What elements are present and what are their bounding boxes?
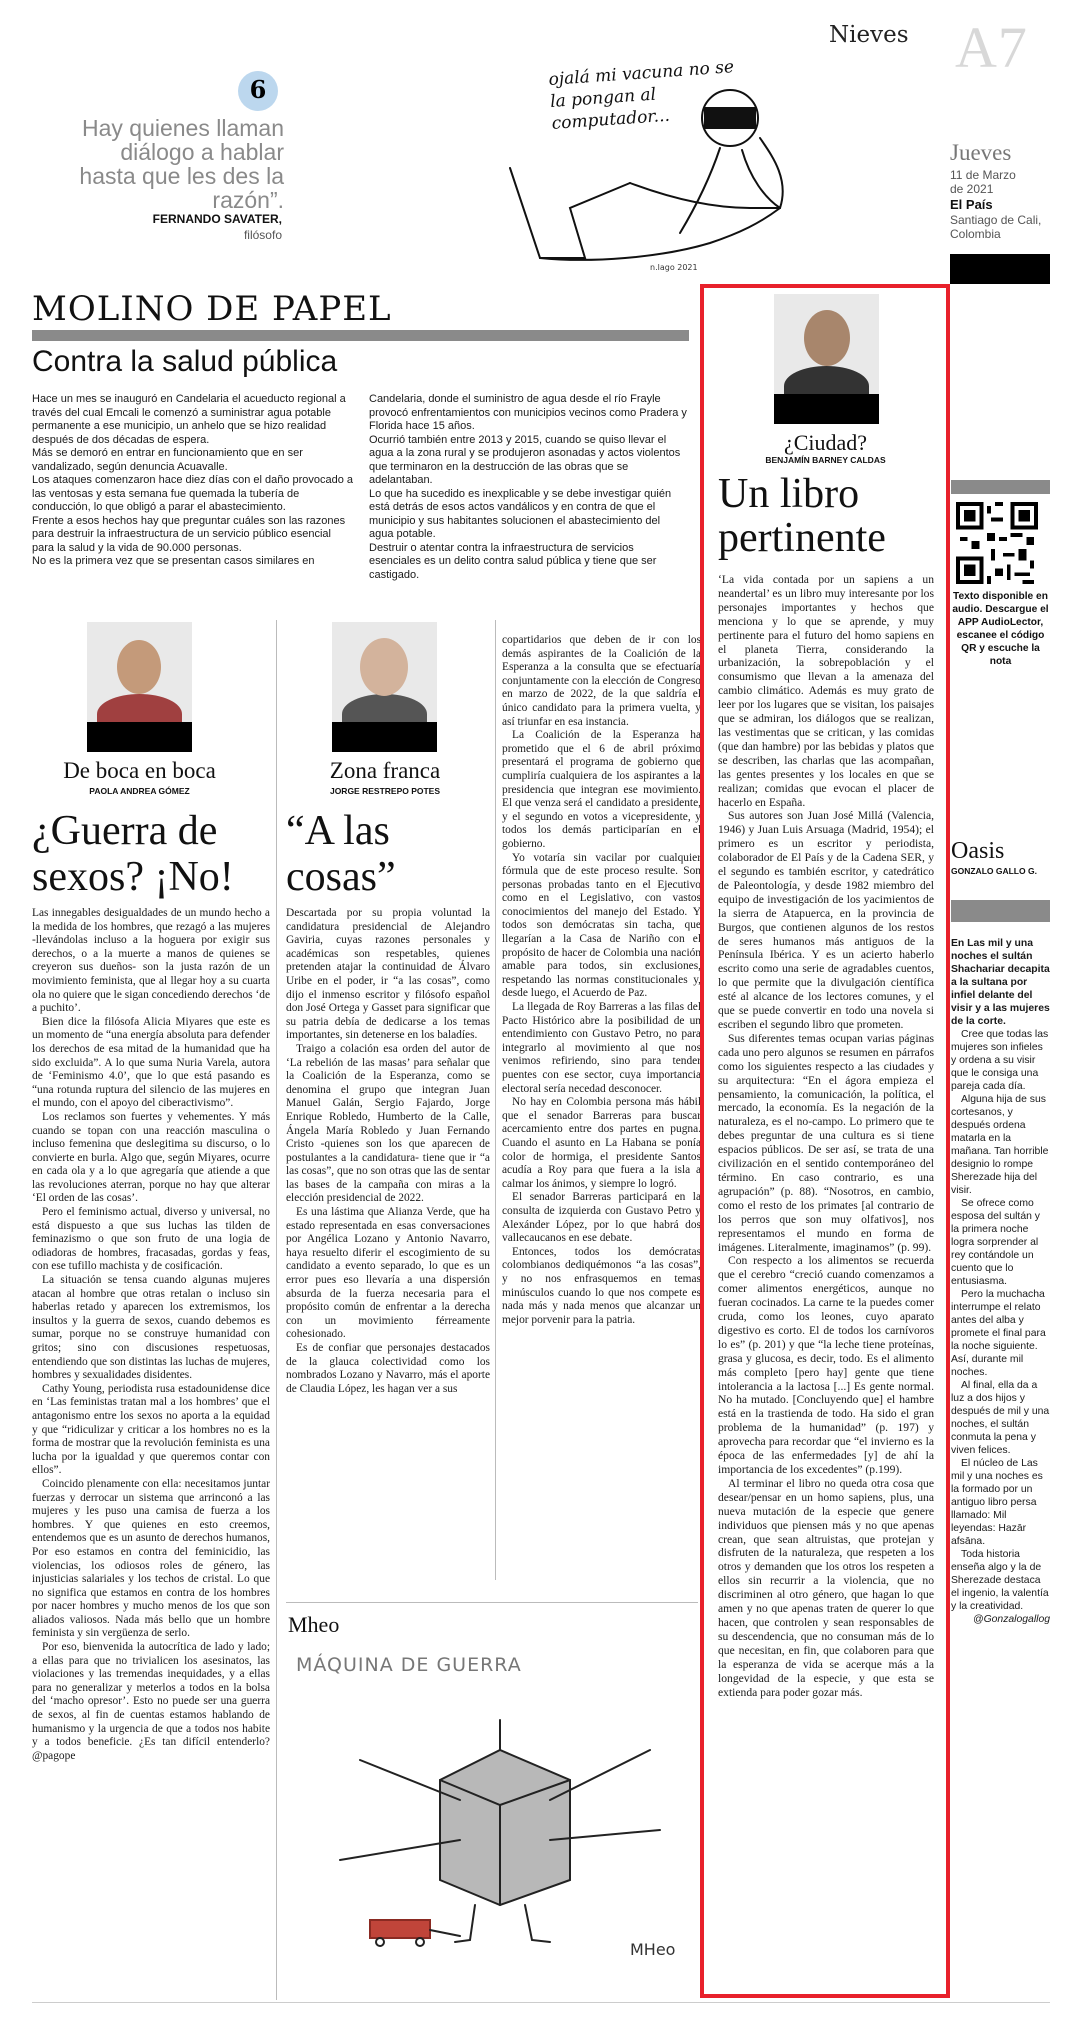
column-paragraph: Coincido plenamente con ella: necesitamos juntar fuerzas y derrocar un sistema que arrinconó a las mujeres y les puso una camisa de fuerza a los hombres. Y que quienes en esto creemos, entendemos que es un asunto de derechos humanos, Por eso estamos en contra del feminicidio, las violencias, los odiosos roles de género, las injusticias salariales y los techos de cristal. Lo que no significa que estamos en contra de los hombres por nacer hombres y mucho menos de los que son aliados valiosos. Nada más bello que un hombre feminista y sin vergüenza de serlo. (32, 1477, 270, 1640)
editorial-paragraph: Más se demoró en entrar en funcionamiento que en ser vandalizado, según denuncia Acuavalle. (32, 447, 303, 473)
cartoon-signature: n.lago 2021 (650, 263, 698, 272)
column-paragraph: Es una lástima que Alianza Verde, que ha estado representada en esas conversaciones por Angélica Lozano y Antonio Navarro, haya resuelto diferir el escogimiento de su candidato a evento separado, lo que es un error pues eso llevaría a una dispersión absurda de la fuerza necesaria para el propósito común de enfrentar a la derecha con un movimiento férreamente cohesionado. (286, 1206, 490, 1341)
column-paragraph: Yo votaría sin vacilar por cualquier fórmula que de este proceso resulte. Son personas probadas tanto en el Ejecutivo como en el Legislativo, con vastos conocimientos del manejo del Estado. Y todos son demócratas sin tacha, que llegarían a la Casa de Nariño con el propósito de hacer de Colombia una nación amable para todos, sin exclusiones, respetando las normas constitucionales y, desde luego, el Acuerdo de Paz. (502, 851, 701, 1000)
cartoon-top-rule (286, 1602, 698, 1603)
column-body-cosas-continued (502, 634, 701, 1327)
cartoon2-caption: MÁQUINA DE GUERRA (296, 1654, 522, 1676)
sidebar-lead: En Las mil y una noches el sultán Shachariar decapita a la sultana por infiel delante del visir y a las mujeres de la corte. (951, 938, 1050, 1027)
author-photo-paola (87, 622, 192, 752)
column-paragraph: Sus autores son Juan José Millá (Valencia, 1946) y Juan Luis Arsuaga (Madrid, 1954); el primero es un escritor y periodista, colaborador de El País y de la Cadena SER, y el segundo es también escritor, y catedrático de Paleontología, y desde 1982 miembro del equipo de investigación de los yacimientos de la sierra de Atapuerca, en la provincia de Burgos, que contienen algunos de los restos de seres humanos más antiguos de la Península Ibérica. Y es un acierto haberlo escrito como una serie de agradables cuentos, lo que permite que la divulgación científica esté al alcance de los lectores comunes, y el que se puede convertir en todo una novela si escriben el segundo libro que prometen. (718, 809, 934, 1031)
issue-day: Jueves (950, 140, 1012, 165)
column-name-zona: Zona franca (329, 758, 441, 783)
editorial-paragraph: Los ataques comenzaron hace diez días con el daño provocado a las ventosas y esta semana fue quemada la tubería de conducción, lo que obligó a parar el abastecimiento. (32, 474, 354, 513)
column-paragraph: Traigo a colación esa orden del autor de ‘La rebelión de las masas’ para señalar que la Coalición de la Esperanza, como se denomina el grupo que integran Juan Manuel Galán, Sergio Fajardo, Jorge Enrique Robledo, Humberto de la Calle, Ángela María Robledo y Juan Fernando Cristo -quienes son los que aparecen de postulantes a la candidatura- tiene que ir “a las cosas”, que no son otras que las de sentar las bases de la campaña con miras a la elección presidencial de 2022. (286, 1042, 490, 1205)
cartoon2-signature: MHeo (630, 1940, 676, 1959)
editorial-headline: Contra la salud pública (32, 345, 338, 378)
author-photo-benjamin (774, 294, 879, 424)
sidebar-column-body (951, 937, 1050, 1626)
editorial-gray-bar (32, 330, 689, 341)
qr-code[interactable] (956, 502, 1038, 584)
quote-author-role: filósofo (243, 228, 282, 242)
column-divider (276, 620, 277, 2000)
column-paragraph: Las innegables desigualdades de un mundo hecho a la medida de los hombres, que rezagó a las mujeres -llevándolas incluso a la hoguera por exigir sus derechos, o a la muerte a manos de quienes se creyeron sus dueños- son la justa razón de un movimiento feminista, que al llegar hoy a su cuarta ola no quiere que le sigan concediendo derechos ‘de a puchito’. (32, 907, 270, 1015)
editorial-paragraph: Frente a esos hechos hay que preguntar cuáles son las razones para destruir la infraestructura de un servicio público esencial para la salud y la vida de 90.000 personas. (32, 514, 346, 554)
column-paragraph: La situación se tensa cuando algunas mujeres atacan al hombre que otras retalan o incluso sin haberlas retado y aparecen los extremismos, los insultos y la guerra de sexos, cuando debemos es sumar, porque no se construye humanidad con gritos; sino con discusiones respetuosas, entendiendo que son distintas las luchas de mujeres, hombres y sexualidades disidentes. (32, 1274, 270, 1382)
editorial-paragraph: Hace un mes se inauguró en Candelaria el acueducto regional a través del cual Emcali le comenzó a suministrar agua potable permanente a ese municipio, un anhelo que se hizo realidad después de dos décadas de espera. (32, 393, 346, 446)
column-paragraph: copartidarios que deben de ir con los demás aspirantes de la Coalición de la Esperanza a la consulta que se efectuaría conjuntamente con la elección de Congreso en marzo de 2022, de la que saldría el único candidato para la primera vuelta, y así triunfar en esa instancia. (502, 634, 701, 728)
column-body-libro (718, 573, 934, 1699)
photo-head (117, 640, 161, 694)
column-paragraph: Cathy Young, periodista rusa estadounidense dice en ‘Las feministas tratan mal a los hombres’ que el antagonismo entre los sexos no aporta a la equidad y que “ridiculizar y criticar a los hombres no es la forma de mostrar que la revolución feminista es una lucha por la igualdad y que queremos contar con ellos”. (32, 1382, 270, 1477)
column-author-jorge: JORGE RESTREPO POTES (329, 786, 441, 796)
column-paragraph: La Coalición de la Esperanza ha prometido que el 6 de abril próximo presentará el programa de gobierno que cumpliría cualquiera de los aspirantes a la presidencia que integran ese movimiento. El que venza será el candidato a presidente, y el segundo en votos a vicepresidente, y todos los demás participarían en el gobierno. (502, 729, 701, 850)
column-headline-libro: Un libro pertinente (718, 471, 886, 561)
editorial-column-1 (32, 393, 355, 569)
column-name-oasis: Oasis (951, 838, 1005, 864)
column-paragraph: El senador Barreras participará en la consulta de izquierda con Gustavo Petro y Alexánder López, por lo que habrá dos vallecaucanos en ese debate. (502, 1191, 701, 1245)
war-machine-cartoon (300, 1690, 700, 1980)
column-paragraph: Entonces, todos los demócratas colombianos dediquémonos “a las cosas”, y no nos enfrasquemos en temas minúsculos cuando lo que nos compete es nada más y nada menos que alcanzar un mejor porvenir para la patria. (502, 1245, 701, 1326)
editorial-paragraph: No es la primera vez que se presentan casos similares en (32, 555, 315, 567)
photo-head (804, 310, 850, 366)
sidebar-paragraph: Al final, ella da a luz a dos hijos y después de mil y una noches, el sultán conmuta la pena y viven felices. (951, 1380, 1050, 1456)
issue-date-line2: de 2021 (950, 182, 994, 196)
sidebar-paragraph: Se ofrece como esposa del sultán y la primera noche logra sorprender al rey contándole un cuento que lo entusiasma. (951, 1198, 1040, 1287)
column-author-gonzalo: GONZALO GALLO G. (951, 866, 1037, 876)
column-body-cosas (286, 907, 490, 1396)
editorial-column-2 (369, 393, 687, 582)
column-divider (495, 620, 496, 1580)
photo-black-band (332, 722, 437, 752)
cartoon2-title: Mheo (288, 1612, 340, 1637)
photo-black-band (774, 394, 879, 424)
photo-head (360, 638, 408, 696)
pull-quote: Hay quienes llaman diálogo a hablar hasta que les des la razón”. (79, 115, 284, 213)
column-paragraph: Bien dice la filósofa Alicia Miyares que este es un momento de “una energía absoluta para defender los derechos de esa mitad de la humanidad que ha sido excluida”. A lo que suma Nuria Varela, autora de ‘Feminismo 4.0’, que lo que está pasando es “una rotunda ruptura del silencio de las mujeres en el mundo, con el apoyo del ciberactivismo”. (32, 1015, 270, 1110)
column-paragraph: Pero el feminismo actual, diverso y universal, no está dispuesto a que sus luchas las tilden de feminazismo o que son fruto de una logia de odiadoras de hombres, fracasadas, gordas y feas, con ese tufillo machista y de cosificación. (32, 1206, 270, 1273)
editorial-paragraph: Lo que ha sucedido es inexplicable y se debe investigar quién está detrás de esos actos vandálicos y en contra de que el municipio y sus habitantes solucionen el abastecimiento del agua potable. (369, 487, 672, 540)
sidebar-paragraph: Alguna hija de sus cortesanos, y después ordena matarla en la mañana. Tan horrible designio lo rompe Sherezade hija del visir. (951, 1094, 1049, 1196)
quote-author: FERNANDO SAVATER, (152, 212, 282, 226)
quote-badge (238, 71, 278, 111)
section-name: Nieves (829, 22, 909, 48)
column-headline-cosas: “A las cosas” (286, 808, 396, 900)
column-name-boca: De boca en boca (63, 758, 216, 783)
sidebar-paragraph: Toda historia enseña algo y la de Sherezade destaca el ingenio, la valentía y la creatividad. (951, 1549, 1049, 1612)
cartoon-caption: ojalá mi vacuna no se la pongan al computador... (548, 57, 735, 134)
page-number: A7 (955, 15, 1028, 80)
issue-city-line1: Santiago de Cali, (950, 213, 1042, 227)
column-paragraph: La llegada de Roy Barreras a las filas del Pacto Histórico abre la posibilidad de un entendimiento con Gustavo Petro, no para integrarlo al movimiento al que nos venimos refiriendo, sino para tender puentes con ese sector, cuya importancia electoral sería necedad desconocer. (502, 1001, 701, 1095)
issue-city-line2: Colombia (950, 227, 1001, 241)
column-paragraph: Con respecto a los alimentos se recuerda que el cerebro “creció cuando comenzamos a comer alimentos energéticos, aunque no fueran cocinados. La carne te la puedes comer cruda, como los leones, cuyo aparato digestivo es corto. El de todos los carnívoros lo es” (p. 201) y que “la leche tiene proteínas, grasa y glucosa, es decir, todo. Es el alimento más completo [pero hay] gente que tiene intolerancia a la lactosa [...] Es gente normal. No ha mutado. [Concluyendo que] el hambre está en la trastienda de todo. Ha sido el gran problema de la humanidad” (p. 197) y aprovecha para recordar que “el invierno es la época de las enfermedades [y] de ahí la importancia de los excedentes” (p.199). (718, 1254, 934, 1476)
sidebar-paragraph: El núcleo de Las mil y una noches es la formado por un antiguo libro persa llamado: Mil leyendas: Hazār afsāna. (951, 1458, 1043, 1547)
page-bottom-rule (32, 2002, 1050, 2003)
editorial-paragraph: Ocurrió también entre 2013 y 2015, cuando se quiso llevar el agua a la zona rural y se produjeron asonadas y actos violentos que terminaron en la destrucción de las obras que se adelantaban. (369, 433, 681, 486)
sidebar-paragraph: Cree que todas las mujeres son infieles y ordena a su visir que le consiga una pareja cada día. (951, 1029, 1049, 1092)
quote-badge-number: 6 (249, 75, 267, 104)
author-photo-jorge (332, 622, 437, 752)
column-paragraph: No hay en Colombia persona más hábil que el senador Barreras para buscar acercamiento entre dos partes en pugna. Cuando el asunto en La Habana se ponía color de hormiga, el presidente Santos acudía a Roy para que fuera a la isla a calmar los ánimos, y siempre lo logró. (502, 1096, 701, 1190)
column-body-guerra (32, 907, 270, 1763)
vaccine-cartoon (480, 58, 805, 283)
column-paragraph: Los reclamos son fuertes y vehementes. Y más cuando se topan con una reacción masculina o incluso femenina que deslegitima su discurso, o lo convierte en burla. Algo que, según Miyares, ocurre en cada ola y a lo que agregaría que atiende a que las revoluciones aterran, porque no hay que alterar ‘El orden de las cosas’. (32, 1110, 270, 1205)
editorial-section-title: MOLINO DE PAPEL (32, 289, 392, 329)
qr-audio-text: Texto disponible en audio. Descargue el APP AudioLector, escanee el código QR y escuche la nota (952, 591, 1049, 667)
photo-black-band (87, 722, 192, 752)
column-paragraph: Es de confiar que personajes destacados de la glauca colectividad como los nombrados Lozano y Navarro, más el aporte de Claudia López, les hagan ver a sus (286, 1342, 490, 1395)
sidebar-paragraph: Pero la muchacha interrumpe el relato antes del alba y promete el final para la noche siguiente. Así, durante mil noches. (951, 1289, 1046, 1378)
column-name-ciudad: ¿Ciudad? (783, 430, 868, 455)
column-paragraph: Por eso, bienvenida la autocrítica de lado y lado; a ellas para que no trivialicen los asesinatos, las violaciones y las tremendas inequidades, y a ellas para no generalizar y meterlos a todos en la bolsa del ‘macho opresor’. Esto no puede ser una guerra de sexos, al fin de cuentas estamos hablando de humanismo y la urgencia de que a todos nos habite y a todos beneficie. ¿Es tan difícil entenderlo? @pagope (32, 1641, 270, 1762)
column-paragraph: Al terminar el libro no queda otra cosa que desear/pensar en un homo sapiens, plus, una nueva mutación de la especie que genere individuos que piensen más y no que apenas crean, que sean altruistas, que protejan y disfruten de la naturaleza, que respeten a los otros y demanden que los otros los respeten a ellos sin recurrir a la violencia, que no discriminen al otro género, que hagan lo que amen y no que apenas traten de querer lo que hacen, que controlen y sean responsables de su descendencia, que no consuman más de lo que necesitan, en fin, que colaboren para que la esperanza de vida se acerque más a la longevidad de la especie, y que esta se extienda para poder gozar más. (718, 1476, 934, 1699)
sidebar-gray-bar-mid (951, 900, 1050, 922)
column-paragraph: Descartada por su propia voluntad la candidatura presidencial de Alejandro Gaviria, cuyas razones personales y académicas son respetables, quienes pretenden atajar la continuidad de Álvaro Uribe en el poder, ir “a las cosas”, como dijo el inmenso escritor y filósofo español don José Ortega y Gasset para significar que su patria debía de dedicarse a los temas importantes, sin detenerse en los baladíes. (286, 907, 490, 1042)
column-headline-guerra: ¿Guerra de sexos? ¡No! (32, 808, 234, 900)
header-black-bar (950, 254, 1050, 284)
editorial-paragraph: Destruir o atentar contra la infraestructura de servicios esenciales es un delito contra salud pública y tiene que ser castigado. (369, 541, 657, 581)
column-paragraph: ‘La vida contada por un sapiens a un neandertal’ es un libro muy interesante por los personajes importantes y hechos que menciona y lo que se aprende, y muy pertinente para el futuro del homo sapiens en el planeta Tierra, considerando la urbanización, la sobrepoblación y el consumismo que llevan a la amenaza del cambio climático. Además es muy grato de leer por los lugares que se visitan, los paisajes que se admiran, los diálogos que se realizan, las vestimentas que se critican, y las comidas (que dan hambre) por las bebidas y platos que se describen, las charlas que las acompañan, las gentes presentes y los locales en que se realizan; comidas que evocan el placer de hacerlo en España. (718, 573, 934, 809)
editorial-paragraph: Candelaria, donde el suministro de agua desde el río Frayle provocó enfrentamientos con municipios vecinos como Pradera y Florida hace 15 años. (369, 393, 687, 432)
sidebar-gray-bar-top (951, 480, 1050, 494)
issue-date-line1: 11 de Marzo (950, 168, 1016, 182)
column-paragraph: Sus diferentes temas ocupan varias páginas cada uno pero algunos se resumen en párrafos como los siguientes respecto a las ciudades y su arquitectura: “En el ágora empieza el pensamiento, la comunicación, la política, el mercado, la economía. Es la negación de la naturaleza, es el no-campo. Lo primero que te debes preguntar de una cultura es si tiene espacios públicos. De ser así, se trata de una civilización en el sentido contemporáneo del término. En caso contrario, es una agrupación” (p. 88). “Nosotros, en cambio, como el resto de los primates [al contrario de los perros que son muy olfativos], nos representamos el mundo en forma de imágenes. Literalmente, imaginamos” (p. 99). (718, 1031, 934, 1254)
sidebar-handle[interactable]: @Gonzalogallog (973, 1614, 1050, 1625)
column-author-paola: PAOLA ANDREA GÓMEZ (89, 786, 190, 796)
paper-name: El País (950, 197, 993, 212)
column-author-benjamin: BENJAMÍN BARNEY CALDAS (765, 455, 886, 465)
